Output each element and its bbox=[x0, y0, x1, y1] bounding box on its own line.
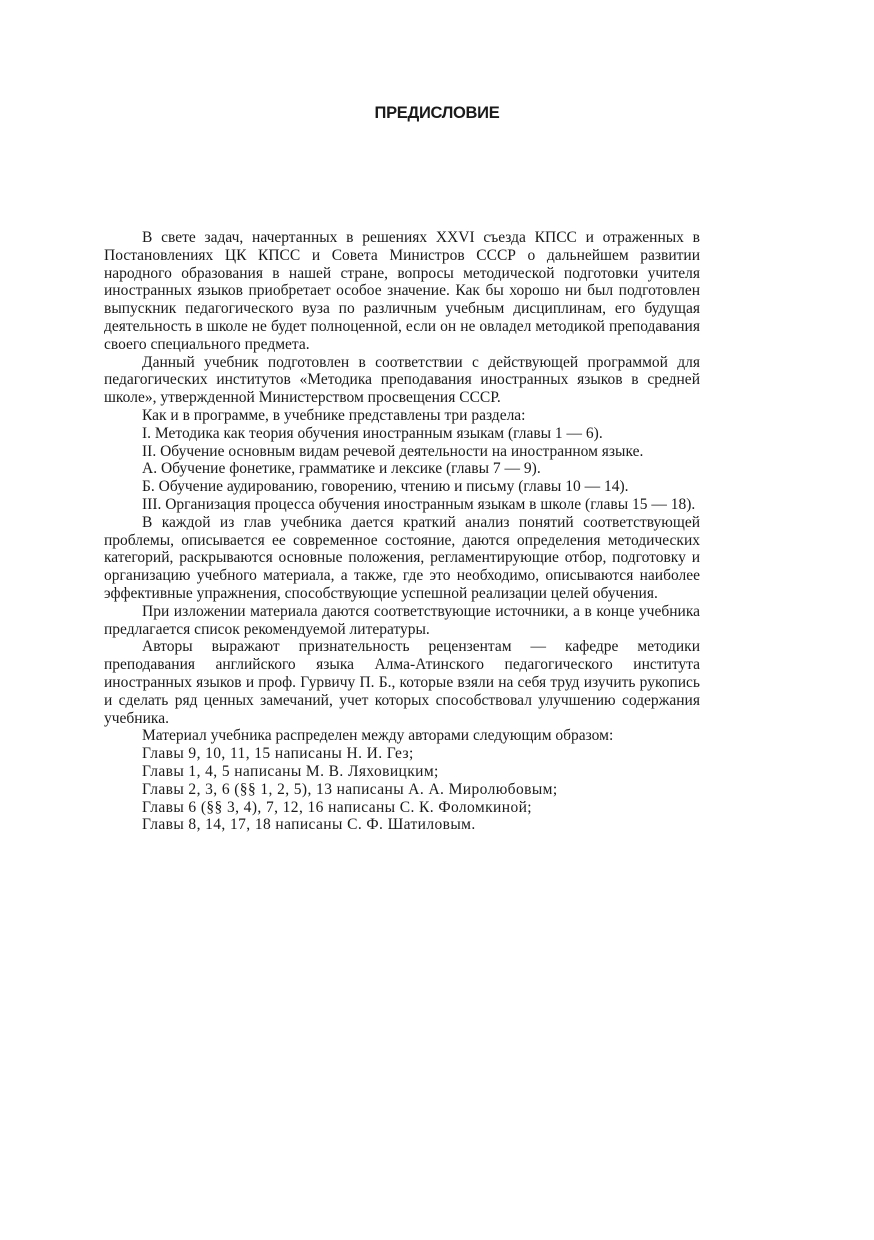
page-title: ПРЕДИСЛОВИЕ bbox=[374, 104, 500, 122]
list-item: Главы 8, 14, 17, 18 написаны С. Ф. Шатиловым. bbox=[142, 816, 476, 834]
list-item: Главы 6 (§§ 3, 4), 7, 12, 16 написаны С. К. Фоломкиной; bbox=[142, 798, 532, 816]
paragraph-intro: В свете задач, начертанных в решениях XXVI съезда КПСС и отраженных в Постановлениях ЦК КПСС и Совета Министров СССР о дальнейшем развитии народного образования в нашей стране, вопросы методической подготовки учителя иностранных языков приобретает особое значение. Как бы хорошо ни был подготовлен выпускник педагогического вуза по различным учебным дисциплинам, его будущая деятельность в школе не будет полноценной, если он не овладел методикой преподавания своего специального предмета. bbox=[104, 229, 700, 353]
paragraph-chapters: В каждой из глав учебника дается краткий анализ понятий соответствующей проблемы, описывается ее современное состояние, даются определения методических категорий, раскрываются основные положения, регламентирующие отбор, подготовку и организацию учебного материала, а также, где это необходимо, описываются наиболее эффективные упражнения, способствующие успешной реализации целей обучения. bbox=[104, 513, 700, 602]
paragraph-section-2b: Б. Обучение аудированию, говорению, чтению и письму (главы 10 — 14). bbox=[142, 478, 629, 496]
paragraph-program: Данный учебник подготовлен в соответствии с действующей программой для педагогических институтов «Методика преподавания иностранных языков в средней школе», утвержденной Министерством просвещения СССР. bbox=[104, 353, 700, 407]
paragraph-authors-intro: Материал учебника распределен между авторами следующим образом: bbox=[142, 727, 614, 745]
list-item: Главы 1, 4, 5 написаны М. В. Ляховицким; bbox=[142, 762, 439, 780]
author-credits-list bbox=[104, 745, 700, 834]
paragraph-section-2: II. Обучение основным видам речевой деятельности на иностранном языке. bbox=[142, 442, 644, 460]
list-item: Главы 2, 3, 6 (§§ 1, 2, 5), 13 написаны А. А. Миролюбовым; bbox=[142, 780, 558, 798]
paragraph-sources: При изложении материала даются соответствующие источники, а в конце учебника предлагается список рекомендуемой литературы. bbox=[104, 602, 700, 638]
list-item: Главы 9, 10, 11, 15 написаны Н. И. Гез; bbox=[142, 745, 414, 763]
preface-body bbox=[104, 229, 700, 834]
paragraph-section-1: I. Методика как теория обучения иностранным языкам (главы 1 — 6). bbox=[142, 424, 603, 442]
paragraph-section-3: III. Организация процесса обучения иностранным языкам в школе (главы 15 — 18). bbox=[142, 495, 696, 513]
paragraph-sections-intro: Как и в программе, в учебнике представлены три раздела: bbox=[142, 406, 526, 424]
paragraph-section-2a: А. Обучение фонетике, грамматике и лексике (главы 7 — 9). bbox=[142, 460, 541, 478]
paragraph-acknowledgements: Авторы выражают признательность рецензентам — кафедре методики преподавания английского языка Алма-Атинского педагогического института иностранных языков и проф. Гурвичу П. Б., которые взяли на себя труд изучить рукопись и сделать ряд ценных замечаний, учет которых способствовал улучшению содержания учебника. bbox=[104, 638, 700, 727]
